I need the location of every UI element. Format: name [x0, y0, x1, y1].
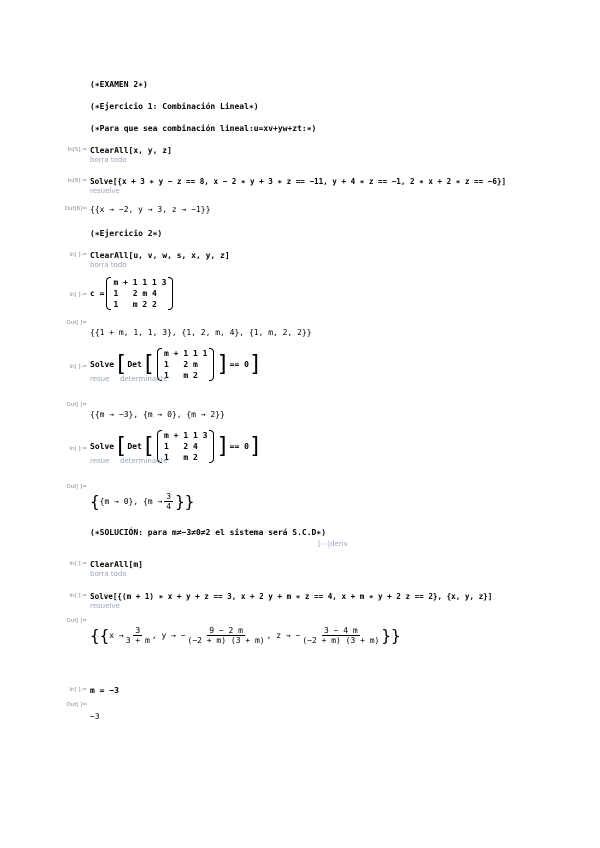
output-value[interactable]: −3 — [90, 712, 100, 721]
output-value[interactable] — [90, 626, 401, 645]
suggestion-deriv: deriv — [330, 540, 348, 548]
matrix-row: 1 m 2 2 — [113, 300, 157, 309]
output-value[interactable]: {{x → −2, y → 3, z → −1}} — [90, 205, 211, 214]
matrix-row: 1 2 m 4 — [113, 289, 157, 298]
output-label: Out[ ]= — [66, 320, 87, 326]
close-bracket: ] — [248, 352, 263, 377]
input-code[interactable]: ClearAll[x, y, z] — [90, 146, 172, 155]
matrix-row: 1 2 4 — [164, 442, 198, 451]
matrix-row: m + 1 1 1 — [164, 349, 208, 358]
suggestion-text[interactable]: borra todo — [90, 570, 127, 578]
suggestion-text[interactable]: determinante — [120, 457, 168, 465]
det-keyword: Det — [127, 360, 142, 369]
comment-ejercicio-1[interactable]: (∗Ejercicio 1: Combinación Lineal∗) — [90, 102, 259, 111]
input-code[interactable] — [90, 430, 262, 463]
close-bracket: ] — [216, 434, 230, 459]
open-bracket: [ — [114, 352, 128, 377]
input-code[interactable]: ClearAll[m] — [90, 560, 143, 569]
denominator: 4 — [166, 502, 172, 511]
right-bracket — [168, 277, 173, 310]
numerator: 3 − 4 m — [323, 626, 358, 635]
input-label: In[ ]:= — [69, 292, 87, 298]
open-brace: { — [90, 492, 100, 511]
input-label: In[ ]:= — [69, 252, 87, 258]
output-part: {m → 0}, {m → — [99, 497, 163, 506]
input-code[interactable]: ClearAll[u, v, w, s, x, y, z] — [90, 251, 230, 260]
suggestion-text[interactable]: borra todo — [90, 156, 127, 164]
matrix-row: m + 1 1 3 — [164, 431, 208, 440]
close-brace: }} — [381, 626, 401, 645]
close-bracket: ] — [216, 352, 230, 377]
numerator: 9 − 2 m — [209, 626, 243, 635]
input-label: In[ ]:= — [69, 687, 87, 693]
input-code[interactable]: Solve[{(m + 1) ∗ x + y + z == 3, x + 2 y + m ∗ z == 4, x + m ∗ y + 2 z == 2}, {x, y, z}] — [90, 592, 493, 601]
assignment-lhs: c = — [90, 289, 105, 298]
numerator: 3 — [135, 626, 141, 635]
solve-keyword: Solve — [90, 360, 115, 369]
close-bracket: ] — [248, 434, 263, 459]
input-code[interactable]: m = −3 — [90, 686, 119, 695]
comment-solucion[interactable]: (∗SOLUCIÓN: para m≠−3≠0≠2 el sistema será S.C.D∗) — [90, 528, 327, 537]
matrix-row: 1 m 2 — [164, 453, 198, 462]
denominator: 3 + m — [125, 636, 150, 645]
solve-keyword: Solve — [90, 442, 115, 451]
equation-rhs: == 0 — [229, 360, 249, 369]
output-label: Out[ ]= — [66, 702, 87, 708]
output-part: , y → − — [151, 631, 186, 640]
matrix-row: m + 1 1 1 3 — [113, 278, 167, 287]
denominator: (−2 + m) (3 + m) — [302, 636, 380, 645]
suggestion-text[interactable]: resuelve — [90, 187, 120, 195]
comment-ejercicio-2[interactable]: (∗Ejercicio 2∗) — [90, 229, 163, 238]
suggestion-text[interactable]: [⋯|deriv — [318, 540, 348, 548]
input-label: In[6]:= — [67, 178, 87, 184]
open-brace: {{ — [90, 626, 110, 645]
input-label: In[ ]:= — [69, 446, 87, 452]
output-part: x → — [109, 631, 124, 640]
fraction — [126, 626, 150, 645]
suggestion-text[interactable]: resuelve — [90, 602, 120, 610]
numerator: 3 — [166, 492, 172, 501]
comment-examen[interactable]: (∗EXAMEN 2∗) — [90, 80, 148, 89]
suggestion-text[interactable]: resue — [90, 457, 110, 465]
fraction — [188, 626, 265, 645]
denominator: (−2 + m) (3 + m) — [187, 636, 265, 645]
output-label: Out[6]= — [64, 206, 87, 212]
output-label: Out[ ]= — [66, 484, 87, 490]
suggestion-text[interactable]: determinante — [120, 375, 168, 383]
fraction — [164, 492, 173, 511]
output-value[interactable]: {{m → −3}, {m → 0}, {m → 2}} — [90, 410, 225, 419]
open-bracket: [ — [141, 434, 156, 459]
open-bracket: [ — [141, 352, 156, 377]
input-code[interactable] — [90, 348, 262, 381]
right-bracket — [209, 348, 214, 381]
close-brace: }} — [175, 492, 195, 511]
equation-rhs: == 0 — [229, 442, 249, 451]
output-label: Out[ ]= — [66, 618, 87, 624]
comment-combinacion[interactable]: (∗Para que sea combinación lineal:u=xv+yw+zt:∗) — [90, 124, 317, 133]
input-label: In[ ]:= — [69, 593, 87, 599]
output-value[interactable]: {{1 + m, 1, 1, 3}, {1, 2, m, 4}, {1, m, 2, 2}} — [90, 328, 312, 337]
suggestion-text[interactable]: borra todo — [90, 261, 127, 269]
input-code[interactable]: Solve[{x + 3 ∗ y − z == 8, x − 2 ∗ y + 3 ∗ z == −11, y + 4 ∗ z == −1, 2 ∗ x + 2 ∗ z == −6}] — [90, 177, 507, 186]
output-label: Out[ ]= — [66, 402, 87, 408]
input-label: In[ ]:= — [69, 561, 87, 567]
input-label: In[5]:= — [67, 147, 87, 153]
output-value[interactable] — [90, 492, 194, 511]
input-label: In[ ]:= — [69, 364, 87, 370]
right-bracket — [209, 430, 214, 463]
output-part: , z → − — [266, 631, 301, 640]
input-code[interactable] — [90, 277, 175, 310]
fraction — [302, 626, 379, 645]
matrix-row: 1 2 m — [164, 360, 198, 369]
matrix-row: 1 m 2 — [164, 371, 198, 380]
matrix-c — [106, 277, 173, 310]
open-bracket: [ — [114, 434, 128, 459]
det-keyword: Det — [127, 442, 142, 451]
suggestion-text[interactable]: resue — [90, 375, 110, 383]
